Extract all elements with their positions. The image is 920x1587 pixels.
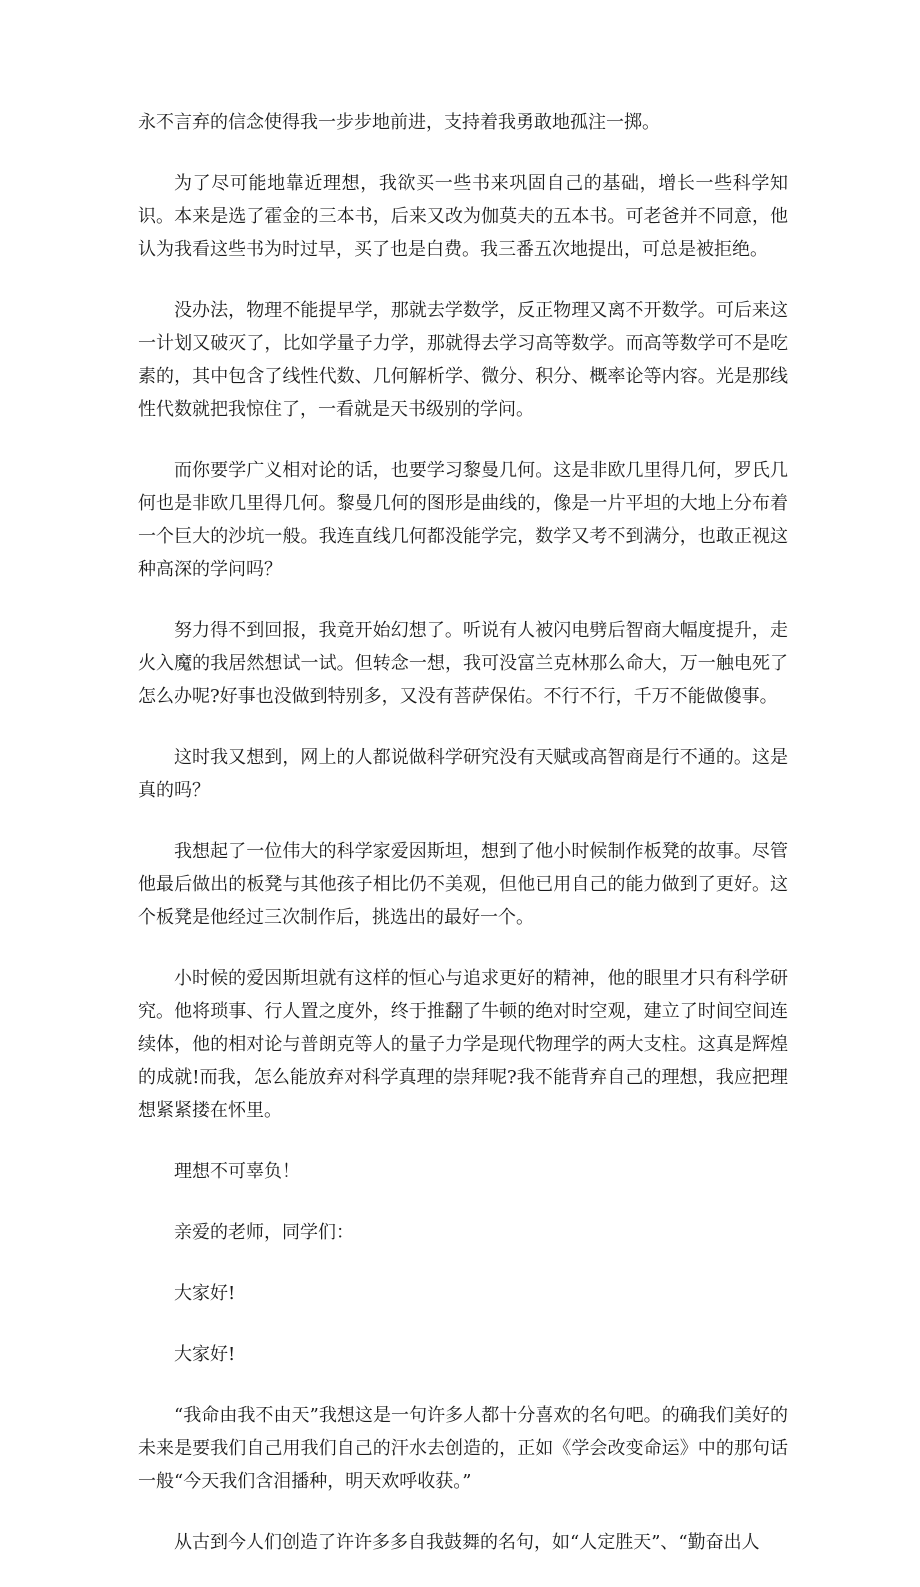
paragraph-6: 这时我又想到，网上的人都说做科学研究没有天赋或高智商是行不通的。这是真的吗？ [138, 747, 788, 801]
paragraph-3: 没办法，物理不能提早学，那就去学数学，反正物理又离不开数学。可后来这一计划又破灭了，比如学量子力学，那就得去学习高等数学。而高等数学可不是吃素的，其中包含了线性代数、几何解析学、微分、积分、概率论等内容。光是那线性代数就把我惊住了，一看就是天书级别的学问。 [138, 300, 788, 420]
paragraph-8: 小时候的爱因斯坦就有这样的恒心与追求更好的精神，他的眼里才只有科学研究。他将琐事、行人置之度外，终于推翻了牛顿的绝对时空观，建立了时间空间连续体，他的相对论与普朗克等人的量子力学是现代物理学的两大支柱。这真是辉煌的成就!而我，怎么能放弃对科学真理的崇拜呢?我不能背弃自己的理想，我应把理想紧紧搂在怀里。 [138, 968, 788, 1121]
paragraph-7: 我想起了一位伟大的科学家爱因斯坦，想到了他小时候制作板凳的故事。尽管他最后做出的板凳与其他孩子相比仍不美观，但他已用自己的能力做到了更好。这个板凳是他经过三次制作后，挑选出的最好一个。 [138, 841, 788, 928]
document-body [138, 106, 788, 1587]
paragraph-14: 从古到今人们创造了许许多多自我鼓舞的名句，如“人定胜天”、“勤奋出人 [174, 1532, 760, 1553]
paragraph-1: 永不言弃的信念使得我一步步地前进，支持着我勇敢地孤注一掷。 [138, 112, 660, 133]
paragraph-2: 为了尽可能地靠近理想，我欲买一些书来巩固自己的基础，增长一些科学知识。本来是选了霍金的三本书，后来又改为伽莫夫的五本书。可老爸并不同意，他认为我看这些书为时过早，买了也是白费。我三番五次地提出，可总是被拒绝。 [138, 173, 788, 260]
paragraph-11: 大家好! [174, 1283, 236, 1304]
paragraph-9: 理想不可辜负！ [174, 1161, 300, 1182]
paragraph-10: 亲爱的老师，同学们： [174, 1222, 354, 1243]
paragraph-12: 大家好! [174, 1344, 236, 1365]
paragraph-13: “我命由我不由天”我想这是一句许多人都十分喜欢的名句吧。的确我们美好的未来是要我们自己用我们自己的汗水去创造的，正如《学会改变命运》中的那句话一般“今天我们含泪播种，明天欢呼收获。” [138, 1405, 788, 1492]
paragraph-5: 努力得不到回报，我竟开始幻想了。听说有人被闪电劈后智商大幅度提升，走火入魔的我居然想试一试。但转念一想，我可没富兰克林那么命大，万一触电死了怎么办呢?好事也没做到特别多，又没有菩萨保佑。不行不行，千万不能做傻事。 [138, 620, 788, 707]
paragraph-4: 而你要学广义相对论的话，也要学习黎曼几何。这是非欧几里得几何，罗氏几何也是非欧几里得几何。黎曼几何的图形是曲线的，像是一片平坦的大地上分布着一个巨大的沙坑一般。我连直线几何都没能学完，数学又考不到满分，也敢正视这种高深的学问吗？ [138, 460, 788, 580]
